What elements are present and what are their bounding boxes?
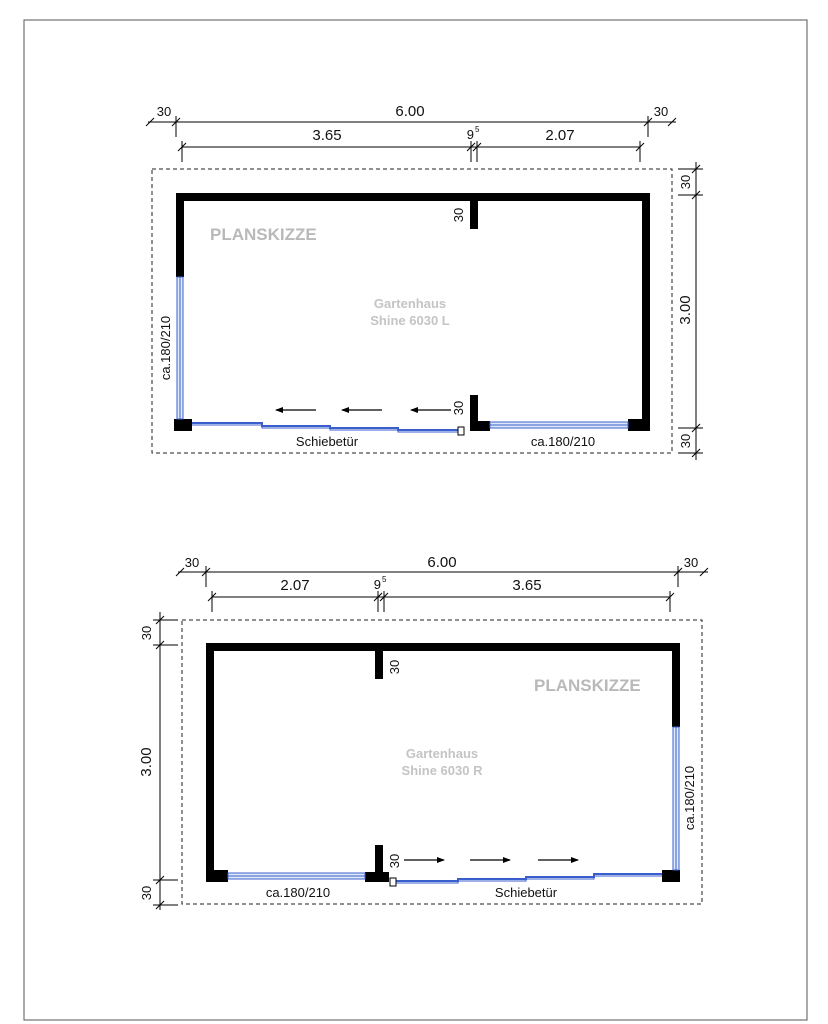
dim-overhang-right: 30 bbox=[653, 104, 669, 119]
dim-overhang-top: 30 bbox=[139, 625, 154, 641]
dim-overhang-right: 30 bbox=[683, 555, 699, 570]
wall-stub-bottom-label: 30 bbox=[451, 400, 466, 416]
window-front-l bbox=[490, 422, 628, 428]
dim-post-superscript: 5 bbox=[475, 125, 480, 134]
door-handle-l bbox=[458, 427, 464, 435]
page-border bbox=[24, 20, 807, 1020]
roof-overhang-outline bbox=[182, 620, 702, 904]
house-title-line2: Shine 6030 L bbox=[370, 313, 450, 328]
dim-overhang-left: 30 bbox=[156, 104, 172, 119]
dim-segment-b: 2.07 bbox=[545, 127, 575, 144]
dim-overhang-bottom: 30 bbox=[678, 433, 693, 449]
window-side-l bbox=[177, 277, 183, 419]
window-front-label: ca.180/210 bbox=[265, 885, 331, 900]
window-front-label: ca.180/210 bbox=[530, 434, 596, 449]
sliding-door-r bbox=[394, 874, 662, 883]
dim-total-width: 6.00 bbox=[395, 103, 425, 120]
dim-overhang-left: 30 bbox=[184, 555, 200, 570]
window-side-r bbox=[673, 727, 679, 870]
dim-post: 9 bbox=[466, 127, 474, 142]
dim-total-width: 6.00 bbox=[427, 554, 457, 571]
planskizze-stamp: PLANSKIZZE bbox=[534, 676, 641, 695]
svg-text:9 bbox=[374, 577, 381, 592]
dim-segment-a: 3.65 bbox=[312, 127, 342, 144]
svg-text:9 bbox=[467, 127, 474, 142]
planskizze-stamp: PLANSKIZZE bbox=[210, 225, 317, 244]
sliding-door-label: Schiebetür bbox=[494, 885, 558, 900]
sliding-door-l bbox=[192, 423, 462, 432]
window-front-r bbox=[228, 873, 365, 879]
dim-post-superscript: 5 bbox=[382, 575, 387, 584]
wall-stub-top-label: 30 bbox=[387, 659, 402, 675]
wall-stub-top-label: 30 bbox=[451, 207, 466, 223]
window-side-label: ca.180/210 bbox=[158, 315, 173, 381]
plan-shine-6030-r bbox=[138, 554, 708, 910]
dim-depth: 3.00 bbox=[138, 747, 155, 777]
plan-shine-6030-l bbox=[146, 103, 703, 460]
house-title-line1: Gartenhaus bbox=[405, 746, 479, 761]
dimension-lines-l bbox=[146, 116, 703, 460]
house-title-line1: Gartenhaus bbox=[373, 296, 447, 311]
dim-depth: 3.00 bbox=[677, 295, 694, 325]
dim-segment-a: 2.07 bbox=[280, 577, 310, 594]
dim-segment-b: 3.65 bbox=[512, 577, 542, 594]
door-handle-r bbox=[390, 878, 396, 886]
wall-stub-bottom-label: 30 bbox=[387, 853, 402, 869]
dimension-lines-r bbox=[153, 566, 708, 910]
house-title-line2: Shine 6030 R bbox=[401, 763, 483, 778]
dim-overhang-top: 30 bbox=[678, 174, 693, 190]
dim-post: 9 bbox=[373, 577, 381, 592]
sliding-door-label: Schiebetür bbox=[295, 434, 359, 449]
window-side-label: ca.180/210 bbox=[682, 765, 697, 831]
dim-overhang-bottom: 30 bbox=[139, 885, 154, 901]
